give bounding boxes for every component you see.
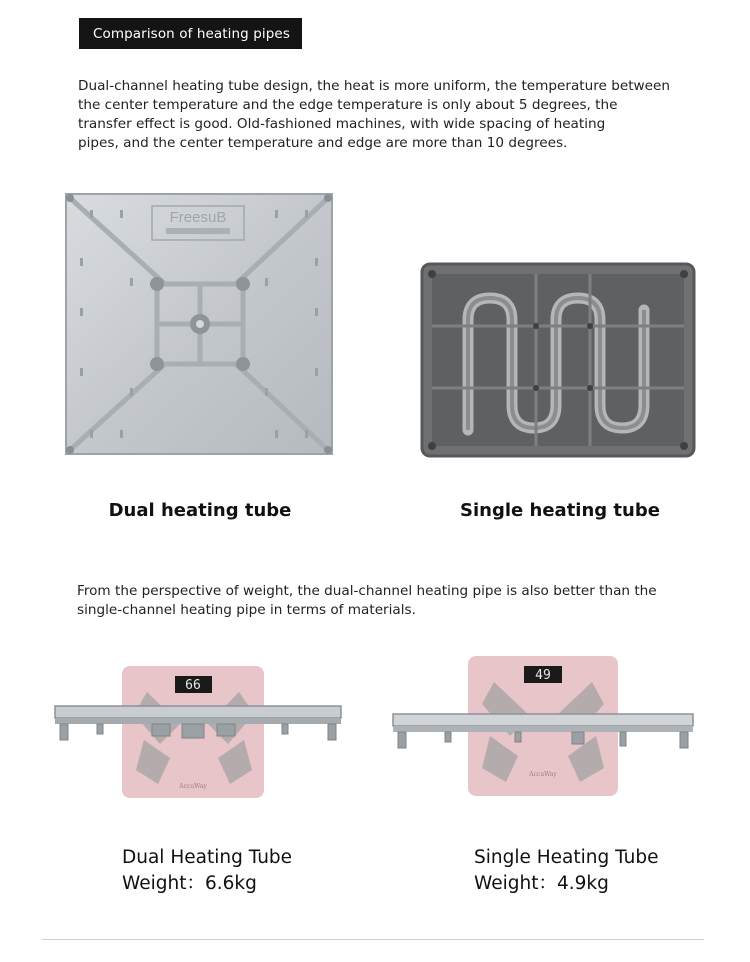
weight-paragraph	[77, 582, 677, 620]
plate-brand-text: FreesuB	[169, 209, 227, 226]
single-heating-plate-image	[418, 260, 698, 460]
intro-line: Dual-channel heating tube design, the heat is more uniform, the temperature between	[78, 78, 671, 94]
scale-brand-text: AccuWay	[529, 771, 557, 778]
section-title-text: Comparison of heating pipes	[93, 25, 290, 42]
single-tube-spec	[474, 845, 658, 897]
intro-line: pipes, and the center temperature and edge are more than 10 degrees.	[78, 135, 568, 151]
bottom-divider	[42, 939, 704, 940]
scale-display-readout: 49	[535, 668, 551, 683]
single-tube-name: Single Heating Tube	[474, 847, 659, 868]
dual-tube-spec	[122, 845, 292, 897]
dual-plate-caption: Dual heating tube	[108, 500, 292, 521]
section-title	[79, 18, 302, 49]
intro-paragraph	[78, 77, 678, 153]
scale-brand-text: AccuWay	[179, 783, 207, 790]
dual-tube-name: Dual Heating Tube	[122, 847, 293, 868]
dual-heating-plate-image	[60, 188, 338, 460]
single-tube-weight: Weight：4.9kg	[474, 873, 609, 894]
scale-display-readout: 66	[185, 678, 201, 693]
intro-line: the center temperature and the edge temperature is only about 5 degrees, the	[78, 97, 618, 113]
weight-line: From the perspective of weight, the dual-channel heating pipe is also better than the	[77, 583, 657, 599]
weight-line: single-channel heating pipe in terms of materials.	[77, 602, 416, 618]
single-plate-caption: Single heating tube	[460, 500, 660, 521]
intro-line: transfer effect is good. Old-fashioned machines, with wide spacing of heating	[78, 116, 606, 132]
dual-plate-on-scale-image	[52, 662, 344, 802]
single-plate-on-scale-image	[390, 652, 696, 802]
dual-tube-weight: Weight：6.6kg	[122, 873, 257, 894]
